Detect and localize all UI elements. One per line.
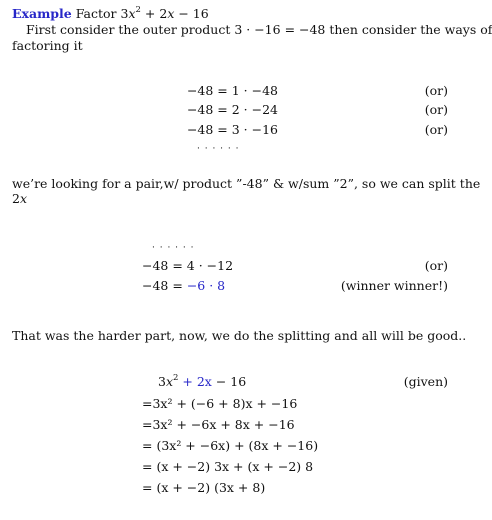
factor-eq-1: −48 = 1 · −48 xyxy=(186,83,278,98)
factor-tag-3: (or) xyxy=(424,122,448,137)
derivation-line-5: = (x + −2) 3x + (x + −2) 8 xyxy=(142,459,314,474)
task-math-rest: + 2 xyxy=(140,6,168,21)
winner-eq-1 xyxy=(142,258,233,273)
search-line-1: we’re looking for a pair,w/ product ”-48” & w/sum ”2”, so we can split the xyxy=(12,176,481,191)
winner-eq-2 xyxy=(142,278,225,293)
example-header xyxy=(12,6,209,21)
search-math-a: 2 xyxy=(12,191,20,206)
search-math-x: x xyxy=(19,191,28,206)
deriv-l1-x: x xyxy=(165,374,174,389)
task-math-a: 3 xyxy=(120,6,129,21)
deriv-l1-blue: + 2x xyxy=(178,374,212,389)
given-tag: (given) xyxy=(403,374,448,389)
factor-eq-2: −48 = 2 · −24 xyxy=(186,102,278,117)
derivation-line-2: =3x² + (−6 + 8)x + −16 xyxy=(142,396,298,411)
task-math-end: − 16 xyxy=(174,6,209,21)
example-label: Example xyxy=(12,6,72,21)
winner-eq-2-prefix: −48 = xyxy=(142,278,187,293)
factor-tag-2: (or) xyxy=(424,102,448,117)
deriv-l1-sup: 2 xyxy=(173,372,179,383)
factor-tag-1: (or) xyxy=(424,83,448,98)
winner-eq-1-text: −48 = 4 · −12 xyxy=(142,258,234,273)
search-line-2 xyxy=(12,191,27,206)
winner-tag-2: (winner winner!) xyxy=(340,278,448,293)
task-math-x: x xyxy=(128,6,136,21)
winner-eq-2-blue: −6 · 8 xyxy=(186,278,226,293)
winner-tag-1: (or) xyxy=(424,258,448,273)
deriv-l1-end: − 16 xyxy=(211,374,247,389)
transition-text: That was the harder part, now, we do the splitting and all will be good.. xyxy=(12,328,467,343)
derivation-line-6: = (x + −2) (3x + 8) xyxy=(142,480,266,495)
task-prefix: Factor xyxy=(75,6,121,21)
derivation-line-1 xyxy=(158,374,246,389)
deriv-l1-a: 3 xyxy=(158,374,166,389)
intro-line-2: factoring it xyxy=(12,38,83,53)
intro-line-1: First consider the outer product 3 · −16 = −48 then consider the ways of xyxy=(26,22,492,37)
factor-eq-3: −48 = 3 · −16 xyxy=(186,122,278,137)
task-math-x2: x xyxy=(167,6,175,21)
ellipsis-dots-2: · · · · · · xyxy=(152,243,195,253)
task-math-sup: 2 xyxy=(135,4,141,15)
derivation-line-4: = (3x² + −6x) + (8x + −16) xyxy=(142,438,319,453)
derivation-line-3: =3x² + −6x + 8x + −16 xyxy=(142,417,295,432)
ellipsis-dots-1: · · · · · · xyxy=(197,144,240,154)
